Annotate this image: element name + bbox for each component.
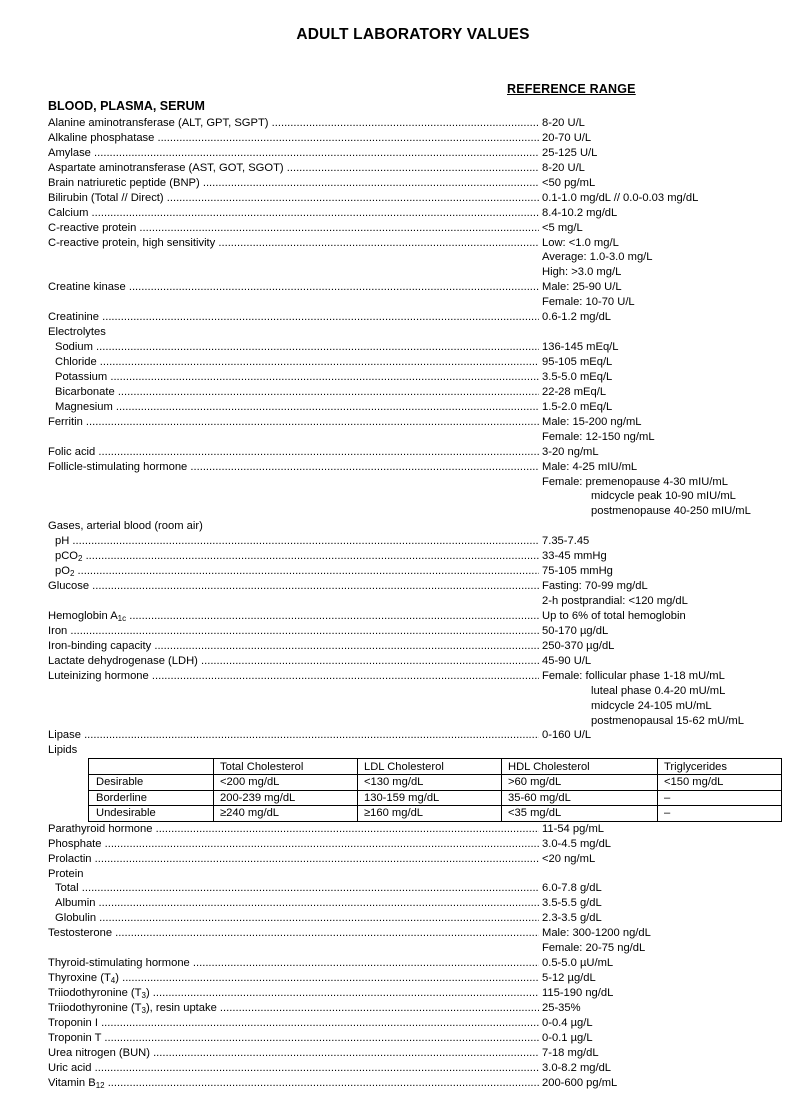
- lab-test-name: Electrolytes: [48, 326, 106, 339]
- reference-value: Female: 10-70 U/L: [542, 296, 635, 309]
- lab-row: [48, 161, 788, 176]
- lab-test-name: Gases, arterial blood (room air): [48, 520, 203, 533]
- lipids-header-cell: Triglycerides: [658, 759, 782, 775]
- lipids-cell: Undesirable: [89, 806, 214, 822]
- lab-row: [48, 355, 788, 370]
- lab-test-name: Thyroxine $(T_4)$ .....: [48, 971, 539, 986]
- lipids-cell: 35-60 mg/dL: [502, 790, 658, 806]
- lab-row: [48, 385, 788, 400]
- lab-test-name: C-reactive protein, high sensitivity .....: [48, 236, 539, 251]
- reference-value: 115-190 ng/dL: [542, 987, 614, 999]
- reference-value: 0-0.1 µg/L: [542, 1031, 593, 1044]
- lab-test-name: Albumin .....: [55, 896, 539, 911]
- lab-test-name: Thyroid-stimulating hormone .....: [48, 956, 539, 971]
- lab-row: [48, 131, 788, 146]
- lab-test-name: Uric acid .....: [48, 1061, 539, 1076]
- lab-test-name: Creatinine .....: [48, 310, 539, 325]
- lipids-row: [89, 806, 782, 822]
- reference-value: 45-90 U/L: [542, 654, 592, 667]
- lipids-cell: <200 mg/dL: [214, 774, 358, 790]
- lab-row: [48, 564, 788, 579]
- lab-test-name: Brain natriuretic peptide (BNP) .....: [48, 176, 539, 191]
- reference-range-header: REFERENCE RANGE: [507, 82, 636, 96]
- lab-row: [48, 911, 788, 926]
- lab-row: [48, 837, 788, 852]
- lab-row: [48, 579, 788, 594]
- lab-row: [48, 1076, 788, 1091]
- lipids-header-cell: [89, 759, 214, 775]
- lab-row: [48, 430, 788, 445]
- reference-value: 11-54 pg/mL: [542, 822, 604, 835]
- lab-row: [48, 684, 788, 699]
- lab-row: [48, 1031, 788, 1046]
- reference-value: Male: 15-200 ng/mL: [542, 415, 642, 428]
- lipids-cell: Desirable: [89, 774, 214, 790]
- lab-test-name: Lipase .....: [48, 728, 539, 743]
- lab-test-name: Aspartate aminotransferase (AST, GOT, SGOT) .....: [48, 161, 539, 176]
- lipids-header-row: [89, 759, 782, 775]
- reference-value: 25-35%: [542, 1001, 581, 1014]
- lab-row: [48, 340, 788, 355]
- lipids-cell: <130 mg/dL: [358, 774, 502, 790]
- reference-value: 8-20 U/L: [542, 161, 585, 174]
- lab-test-name: Phosphate .....: [48, 837, 539, 852]
- reference-value: 0-160 U/L: [542, 729, 592, 742]
- reference-value: 7-18 mg/dL: [542, 1046, 599, 1059]
- lab-row: [48, 852, 788, 867]
- lab-test-name: C-reactive protein .....: [48, 221, 539, 236]
- reference-value: 95-105 mEq/L: [542, 356, 613, 368]
- lab-row: [48, 534, 788, 549]
- reference-value: 0-0.4 µg/L: [542, 1016, 593, 1029]
- lab-row: [48, 206, 788, 221]
- lab-test-name: Creatine kinase .....: [48, 280, 539, 295]
- lab-test-name: Potassium .....: [55, 370, 539, 385]
- lab-row: [48, 728, 788, 743]
- reference-value: midcycle 24-105 mU/mL: [591, 699, 712, 712]
- reference-value: 33-45 mmHg: [542, 550, 607, 563]
- lab-row: [48, 896, 788, 911]
- reference-value: High: >3.0 mg/L: [542, 266, 622, 279]
- lab-test-name: pCO$_2$ .....: [55, 549, 539, 564]
- lipids-row: [89, 790, 782, 806]
- lab-test-name: $pO_2$ .....: [55, 564, 539, 579]
- lab-row: [48, 400, 788, 415]
- lab-row: [48, 265, 788, 280]
- lipids-cell: >60 mg/dL: [502, 774, 658, 790]
- reference-value: luteal phase 0.4-20 mU/mL: [591, 684, 726, 697]
- lab-test-name: Alanine aminotransferase (ALT, GPT, SGPT) .....: [48, 116, 539, 131]
- lipids-cell: –: [658, 806, 782, 822]
- reference-value: 3.0-8.2 mg/dL: [542, 1061, 612, 1074]
- reference-value: Fasting: 70-99 mg/dL: [542, 580, 648, 593]
- reference-value: 8.4-10.2 mg/dL: [542, 206, 618, 219]
- lab-test-name: Lactate dehydrogenase (LDH) .....: [48, 654, 539, 669]
- lab-test-name: Folic acid .....: [48, 445, 539, 460]
- lab-row: [48, 549, 788, 564]
- section-heading: BLOOD, PLASMA, SERUM: [48, 99, 205, 113]
- lipids-header-cell: HDL Cholesterol: [502, 759, 658, 775]
- lab-test-name: Iron .....: [48, 624, 539, 639]
- reference-value: 2.3-3.5 g/dL: [542, 912, 602, 925]
- page-title: ADULT LABORATORY VALUES: [296, 26, 530, 43]
- lab-row: [48, 504, 788, 519]
- lab-row: [48, 941, 788, 956]
- lab-test-name: Prolactin .....: [48, 852, 539, 867]
- lab-row: [48, 822, 788, 837]
- lab-row: [48, 1001, 788, 1016]
- lab-test-name: Luteinizing hormone .....: [48, 669, 539, 684]
- lab-row: [48, 295, 788, 310]
- lab-test-name: Bilirubin (Total // Direct) .....: [48, 191, 539, 206]
- lab-row: [48, 519, 788, 534]
- lab-test-name: Triiodothyronine $(T_3)$, resin uptake .....: [48, 1001, 539, 1016]
- lab-test-name: Iron-binding capacity .....: [48, 639, 539, 654]
- reference-value: <50 pg/mL: [542, 176, 596, 189]
- reference-value: 75-105 mmHg: [542, 565, 613, 578]
- lab-row: [48, 971, 788, 986]
- lab-row: [48, 1061, 788, 1076]
- reference-value: 22-28 mEq/L: [542, 385, 607, 398]
- lab-row: [48, 594, 788, 609]
- lab-row: [48, 624, 788, 639]
- reference-value: postmenopausal 15-62 mU/mL: [591, 714, 744, 727]
- lab-row: [48, 146, 788, 161]
- reference-value: 25-125 U/L: [542, 146, 598, 159]
- lab-row: [48, 699, 788, 714]
- lab-row: [48, 669, 788, 684]
- lab-row: [48, 714, 788, 729]
- lab-test-name: Bicarbonate .....: [55, 385, 539, 400]
- lab-test-name: Glucose .....: [48, 579, 539, 594]
- lab-test-name: Triiodothyronine $(T_3)$ .....: [48, 986, 539, 1001]
- reference-value: 200-600 pg/mL: [542, 1076, 618, 1089]
- lab-test-name: Ferritin .....: [48, 415, 539, 430]
- reference-value: 1.5-2.0 mEq/L: [542, 400, 613, 413]
- reference-value: 3-20 ng/mL: [542, 445, 599, 458]
- lipids-cell: 130-159 mg/dL: [358, 790, 502, 806]
- reference-value: <5 mg/L: [542, 221, 583, 234]
- lab-row: [48, 191, 788, 206]
- lab-row: [48, 310, 788, 325]
- lab-test-name: Hemoglobin $A_{1c}$ .....: [48, 609, 539, 624]
- lab-test-name: Parathyroid hormone .....: [48, 822, 539, 837]
- lab-row: [48, 280, 788, 295]
- lab-test-name: Chloride .....: [55, 355, 539, 370]
- lab-row: [48, 743, 788, 758]
- reference-value: Up to 6% of total hemoglobin: [542, 609, 686, 622]
- reference-value: Female: premenopause 4-30 mIU/mL: [542, 475, 728, 488]
- reference-value: 20-70 U/L: [542, 131, 592, 144]
- lab-row: [48, 116, 788, 131]
- reference-value: 7.35-7.45: [542, 535, 590, 548]
- lab-row: [48, 1046, 788, 1061]
- lipids-cell: ≥240 mg/dL: [214, 806, 358, 822]
- lipids-cell: Borderline: [89, 790, 214, 806]
- lipids-cell: <35 mg/dL: [502, 806, 658, 822]
- lab-row: [48, 370, 788, 385]
- lab-row: [48, 475, 788, 490]
- reference-value: Male: 25-90 U/L: [542, 281, 622, 294]
- lab-row: [48, 881, 788, 896]
- lab-values-list: [48, 116, 788, 1091]
- lab-test-name: Magnesium .....: [55, 400, 539, 415]
- reference-value: 5-12 µg/dL: [542, 972, 596, 985]
- lab-row: [48, 986, 788, 1001]
- lab-row: [48, 221, 788, 236]
- lab-test-name: Calcium .....: [48, 206, 539, 221]
- lab-row: [48, 236, 788, 251]
- reference-value: 2-h postprandial: <120 mg/dL: [542, 595, 688, 607]
- lipids-cell: ≥160 mg/dL: [358, 806, 502, 822]
- lab-test-name: Troponin T .....: [48, 1031, 539, 1046]
- lab-test-name: Total .....: [55, 881, 539, 896]
- lab-row: [48, 956, 788, 971]
- lab-row: [48, 415, 788, 430]
- lab-row: [48, 654, 788, 669]
- lab-row: [48, 325, 788, 340]
- lab-test-name: Testosterone .....: [48, 926, 539, 941]
- lab-test-name: Follicle-stimulating hormone .....: [48, 460, 539, 475]
- lab-row: [48, 489, 788, 504]
- lab-test-name: Alkaline phosphatase .....: [48, 131, 539, 146]
- reference-value: 3.5-5.5 g/dL: [542, 897, 602, 910]
- lab-row: [48, 176, 788, 191]
- reference-value: 0.5-5.0 µU/mL: [542, 957, 614, 970]
- reference-value: 3.0-4.5 mg/dL: [542, 837, 612, 850]
- reference-value: Male: 4-25 mIU/mL: [542, 460, 638, 473]
- reference-value: midcycle peak 10-90 mIU/mL: [591, 490, 736, 503]
- reference-value: 6.0-7.8 g/dL: [542, 882, 602, 895]
- lab-test-name: pH .....: [55, 534, 539, 549]
- lab-row: [48, 926, 788, 941]
- lab-row: [48, 250, 788, 265]
- lipids-cell: –: [658, 790, 782, 806]
- lab-row: [48, 639, 788, 654]
- lab-test-name: Troponin I .....: [48, 1016, 539, 1031]
- lipids-table: [88, 758, 782, 821]
- lab-test-name: Urea nitrogen (BUN) .....: [48, 1046, 539, 1061]
- reference-value: Average: 1.0-3.0 mg/L: [542, 251, 653, 264]
- reference-value: <20 ng/mL: [542, 852, 596, 865]
- reference-value: Female: 12-150 ng/mL: [542, 430, 655, 443]
- lab-test-name: Protein: [48, 867, 84, 880]
- lipids-header-cell: LDL Cholesterol: [358, 759, 502, 775]
- reference-value: 0.6-1.2 mg/dL: [542, 311, 612, 324]
- reference-value: 50-170 µg/dL: [542, 624, 609, 637]
- lipids-row: [89, 774, 782, 790]
- reference-value: 3.5-5.0 mEq/L: [542, 370, 613, 383]
- lab-row: [48, 460, 788, 475]
- reference-value: 8-20 U/L: [542, 117, 585, 129]
- lab-row: [48, 609, 788, 624]
- reference-value: 250-370 µg/dL: [542, 639, 615, 652]
- reference-value: 136-145 mEq/L: [542, 341, 619, 354]
- lab-row: [48, 445, 788, 460]
- reference-value: Female: follicular phase 1-18 mU/mL: [542, 669, 725, 682]
- lab-row: [48, 1016, 788, 1031]
- lab-test-name: Sodium .....: [55, 340, 539, 355]
- lab-test-name: Globulin .....: [55, 911, 539, 926]
- reference-value: Low: <1.0 mg/L: [542, 236, 619, 249]
- lipids-header-cell: Total Cholesterol: [214, 759, 358, 775]
- reference-value: Male: 300-1200 ng/dL: [542, 927, 651, 940]
- lab-test-name: Lipids: [48, 744, 78, 757]
- lipids-cell: <150 mg/dL: [658, 774, 782, 790]
- reference-value: postmenopause 40-250 mIU/mL: [591, 505, 751, 518]
- lab-row: [48, 867, 788, 882]
- lipids-table-wrapper: [48, 758, 788, 821]
- lab-test-name: Amylase .....: [48, 146, 539, 161]
- lipids-cell: 200-239 mg/dL: [214, 790, 358, 806]
- reference-value: Female: 20-75 ng/dL: [542, 942, 646, 955]
- lab-test-name: Vitamin $B_{12}$ .....: [48, 1076, 539, 1091]
- reference-value: 0.1-1.0 mg/dL // 0.0-0.03 mg/dL: [542, 191, 699, 204]
